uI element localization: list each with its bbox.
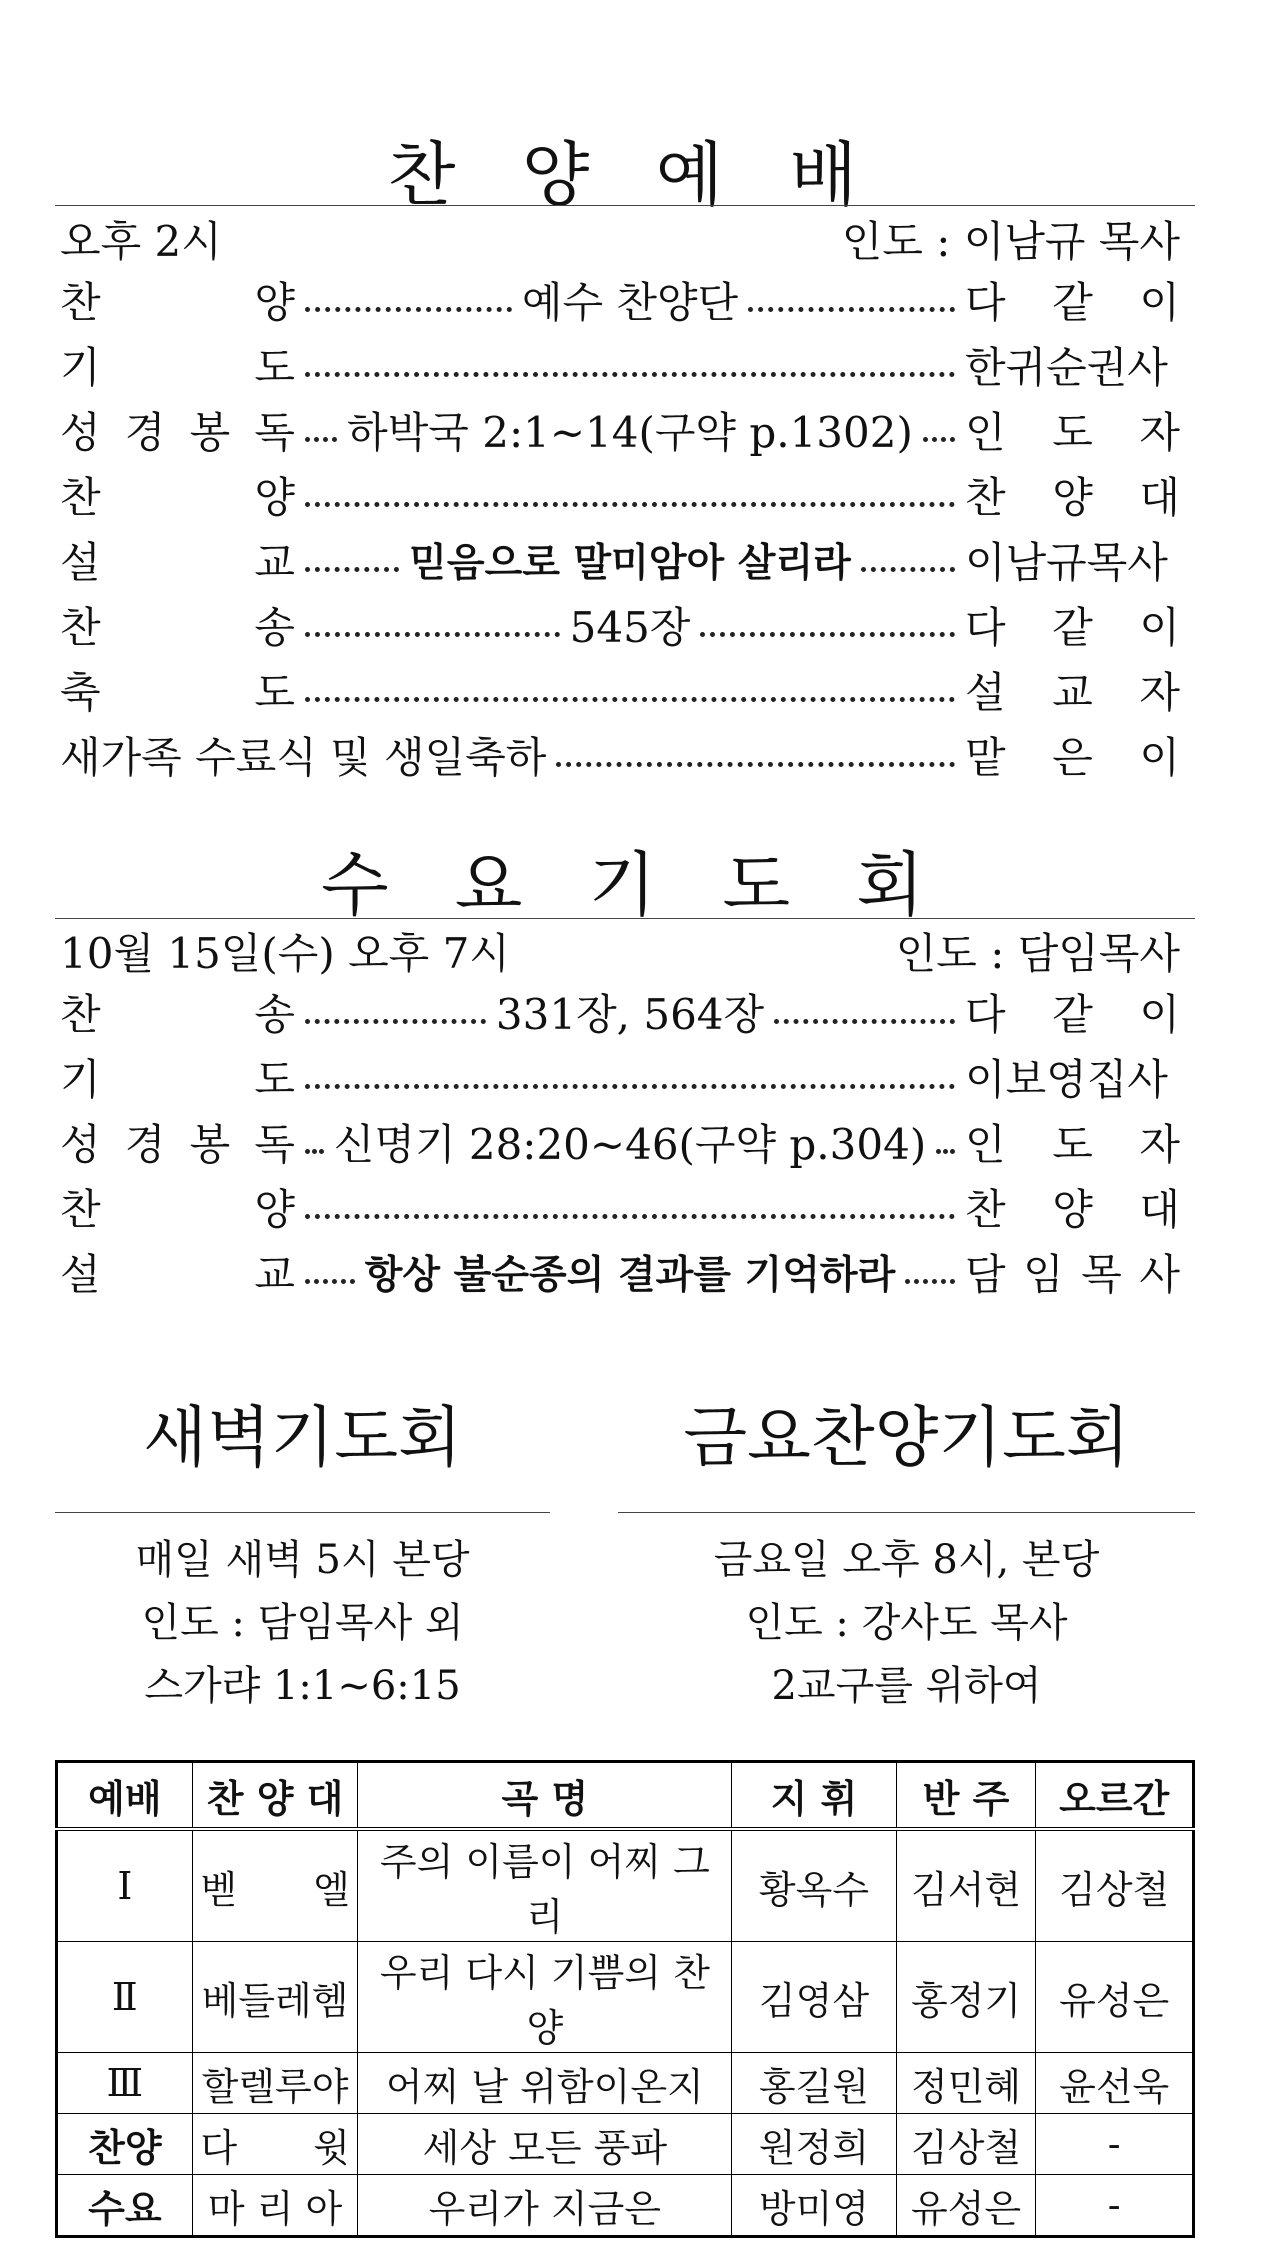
praise-leader: 인도 : 이남규 목사 [841,217,1180,266]
table-row [57,2053,1194,2114]
table-row [57,1942,1194,2053]
cell-accompanist: 김상철 [896,2114,1036,2175]
order-responsible-char: 인 [965,408,1006,457]
order-row [60,986,1180,1044]
order-row [60,1116,1180,1174]
praise-service-title: 찬 양 예 배 [387,134,880,216]
order-detail: 믿음으로 말미암아 살리라 [409,540,851,586]
order-label-char: 찬 [60,990,101,1039]
order-label-char: 축 [60,668,101,717]
order-label-char: 새가족 수료식 및 생일축하 [60,733,547,782]
order-middle [295,990,965,1039]
order-row [60,404,1180,462]
friday-line-time: 금요일 오후 8시, 본당 [713,1537,1100,1583]
cell-accompanist: 정민혜 [896,2053,1036,2114]
wednesday-time: 10월 15일(수) 오후 7시 [60,929,510,978]
order-responsible-char: 이 [1139,603,1180,652]
order-responsible [965,538,1180,587]
col-header-service: 예배 [57,1762,193,1830]
order-label [60,733,547,782]
order-responsible [965,1185,1180,1234]
wednesday-title-rule [55,918,1195,919]
order-middle [295,1252,965,1298]
table-row [57,2175,1194,2237]
order-detail: 예수 찬양단 [521,278,739,327]
order-responsible-char: 다 [965,278,1006,327]
cell-service: Ⅰ [57,1829,193,1942]
order-label-char: 경 [124,1120,166,1169]
order-detail: 545장 [569,603,691,652]
order-label-char: 찬 [60,1185,101,1234]
choir-schedule-table [55,1760,1195,2238]
table-row [57,1829,1194,1942]
col-header-organ: 오르간 [1036,1762,1194,1830]
order-label-char: 양 [254,278,295,327]
order-responsible [965,473,1180,522]
order-label-char: 교 [254,1250,295,1299]
dawn-line-leader: 인도 : 담임목사 외 [141,1600,464,1646]
order-responsible-char: 양 [1052,473,1093,522]
cell-conductor: 원정희 [732,2114,897,2175]
order-responsible-char: 양 [1052,1185,1093,1234]
order-responsible-char: 맡 [965,733,1006,782]
dot-leader [305,1149,324,1154]
order-responsible-char: 도 [1052,1120,1093,1169]
order-label-char: 양 [254,473,295,522]
dawn-line-scripture: 스가랴 1:1~6:15 [144,1663,461,1709]
order-label-char: 설 [60,1250,101,1299]
friday-praise-title: 금요찬양기도회 [683,1399,1130,1476]
order-middle [546,756,965,761]
order-responsible-char: 사 [1139,1250,1180,1299]
cell-choir: 할렐루야 [192,2053,358,2114]
order-responsible-char: 이 [1139,990,1180,1039]
order-label [60,990,295,1039]
cell-song: 주의 이름이 어찌 그리 [358,1829,732,1942]
order-responsible [965,990,1180,1039]
order-responsible-char: 이남규목사 [965,538,1168,587]
order-responsible-char: 다 [965,990,1006,1039]
order-responsible-char: 한귀순권사 [965,343,1168,392]
order-label-char: 찬 [60,603,101,652]
order-responsible [965,733,1180,782]
order-responsible-char: 목 [1081,1250,1122,1299]
order-label [60,668,295,717]
dot-leader [305,1019,486,1024]
dot-leader [305,372,955,377]
order-responsible-char: 도 [1052,408,1093,457]
order-label [60,1055,295,1104]
dawn-line-time: 매일 새벽 5시 본당 [135,1537,470,1583]
cell-organ: - [1036,2114,1194,2175]
order-label-char: 양 [254,1185,295,1234]
cell-service: Ⅱ [57,1942,193,2053]
cell-choir: 베들레헴 [192,1942,358,2053]
order-label [60,603,295,652]
order-label-char: 경 [124,408,166,457]
order-label-char: 도 [254,668,295,717]
order-row [60,1246,1180,1304]
order-label-char: 교 [254,538,295,587]
order-detail: 신명기 28:20~46(구약 p.304) [333,1120,927,1169]
praise-title-rule [55,205,1195,206]
cell-conductor: 홍길원 [732,2053,897,2114]
order-responsible-char: 설 [965,668,1006,717]
order-label-char: 도 [254,343,295,392]
cell-accompanist: 김서현 [896,1829,1036,1942]
dot-leader [305,502,955,507]
dot-leader [861,567,955,572]
order-responsible-char: 교 [1052,668,1093,717]
dot-leader [923,437,955,442]
order-label-char: 성 [60,1120,101,1169]
order-responsible-char: 자 [1139,668,1180,717]
order-responsible-char: 이보영집사 [965,1055,1168,1104]
cell-choir: 벧 엘 [192,1829,358,1942]
order-row [60,729,1180,787]
cell-choir: 마 리 아 [192,2175,358,2237]
order-row [60,339,1180,397]
order-middle [295,496,965,501]
order-label [60,278,295,327]
friday-line-leader: 인도 : 강사도 목사 [745,1600,1068,1646]
order-label-char: 설 [60,538,101,587]
cell-organ: 김상철 [1036,1829,1194,1942]
cell-song: 우리가 지금은 [358,2175,732,2237]
dot-leader [305,1084,955,1089]
order-responsible-char: 찬 [965,473,1006,522]
order-label-char: 독 [254,408,295,457]
dawn-prayer-title: 새벽기도회 [143,1399,462,1476]
dot-leader [305,697,955,702]
friday-line-purpose: 2교구를 위하여 [771,1663,1042,1709]
order-middle [295,278,965,327]
cell-organ: 윤선욱 [1036,2053,1194,2114]
order-middle [295,540,965,586]
dot-leader [305,307,512,312]
order-responsible-char: 같 [1052,990,1093,1039]
order-responsible-char: 대 [1139,473,1180,522]
cell-conductor: 김영삼 [732,1942,897,2053]
cell-choir: 다 윗 [192,2114,358,2175]
dot-leader [305,1279,355,1284]
order-row [60,1051,1180,1109]
order-responsible-char: 은 [1052,733,1093,782]
order-detail: 하박국 2:1~14(구약 p.1302) [347,408,913,457]
cell-service: 찬양 [57,2114,193,2175]
order-responsible-char: 찬 [965,1185,1006,1234]
dot-leader [305,632,560,637]
order-label [60,1120,295,1169]
cell-song: 어찌 날 위함이온지 [358,2053,732,2114]
cell-conductor: 방미영 [732,2175,897,2237]
order-responsible-char: 자 [1139,408,1180,457]
table-header-row [57,1762,1194,1830]
order-responsible-char: 이 [1139,278,1180,327]
order-label [60,538,295,587]
dot-leader [700,632,955,637]
order-label-char: 봉 [189,1120,231,1169]
order-middle [295,1120,965,1169]
dot-leader [305,1214,955,1219]
dot-leader [936,1149,955,1154]
col-header-song: 곡 명 [358,1762,732,1830]
cell-conductor: 황옥수 [732,1829,897,1942]
cell-accompanist: 홍정기 [896,1942,1036,2053]
col-header-conductor: 지 휘 [732,1762,897,1830]
order-responsible-char: 담 [965,1250,1006,1299]
order-label-char: 송 [254,990,295,1039]
order-label-char: 찬 [60,278,101,327]
wednesday-header-row [60,922,1180,980]
order-row [60,534,1180,592]
cell-song: 세상 모든 풍파 [358,2114,732,2175]
order-responsible-char: 이 [1139,733,1180,782]
order-label [60,473,295,522]
order-middle [295,691,965,696]
order-label [60,1250,295,1299]
table-row [57,2114,1194,2175]
order-label-char: 도 [254,1055,295,1104]
praise-time: 오후 2시 [60,217,222,266]
dot-leader [774,1019,955,1024]
order-responsible-char: 같 [1052,278,1093,327]
order-label-char: 봉 [189,408,231,457]
order-middle [295,408,965,457]
order-responsible-char: 인 [965,1120,1006,1169]
order-label-char: 성 [60,408,101,457]
order-responsible-char: 임 [1023,1250,1064,1299]
cell-service: Ⅲ [57,2053,193,2114]
praise-header-row [60,210,1180,268]
order-label-char: 송 [254,603,295,652]
order-label [60,343,295,392]
cell-organ: - [1036,2175,1194,2237]
col-header-choir: 찬 양 대 [192,1762,358,1830]
order-detail: 331장, 564장 [495,990,765,1039]
wednesday-prayer-title: 수 요 기 도 회 [320,844,947,926]
friday-title-rule [618,1512,1195,1513]
order-responsible [965,278,1180,327]
order-label-char: 기 [60,343,101,392]
order-responsible-char: 같 [1052,603,1093,652]
order-middle [295,603,965,652]
order-middle [295,366,965,371]
order-row [60,274,1180,332]
col-header-accompanist: 반 주 [896,1762,1036,1830]
cell-accompanist: 유성은 [896,2175,1036,2237]
order-responsible-char: 다 [965,603,1006,652]
dot-leader [305,567,399,572]
order-label-char: 기 [60,1055,101,1104]
order-responsible [965,343,1180,392]
order-label [60,408,295,457]
order-responsible-char: 자 [1139,1120,1180,1169]
dot-leader [905,1279,955,1284]
dawn-title-rule [55,1512,550,1513]
order-middle [295,1208,965,1213]
order-detail: 항상 불순종의 결과를 기억하라 [364,1252,896,1298]
order-label-char: 찬 [60,473,101,522]
order-responsible [965,1055,1180,1104]
order-label [60,1185,295,1234]
order-middle [295,1078,965,1083]
order-row [60,599,1180,657]
order-responsible [965,668,1180,717]
order-label-char: 독 [254,1120,295,1169]
order-row [60,469,1180,527]
cell-organ: 유성은 [1036,1942,1194,2053]
cell-song: 우리 다시 기쁨의 찬양 [358,1942,732,2053]
wednesday-leader: 인도 : 담임목사 [895,929,1180,978]
order-responsible [965,408,1180,457]
order-responsible [965,1250,1180,1299]
order-row [60,664,1180,722]
order-responsible [965,603,1180,652]
order-row [60,1181,1180,1239]
cell-service: 수요 [57,2175,193,2237]
dot-leader [556,762,955,767]
order-responsible [965,1120,1180,1169]
dot-leader [748,307,955,312]
order-responsible-char: 대 [1139,1185,1180,1234]
dot-leader [305,437,337,442]
